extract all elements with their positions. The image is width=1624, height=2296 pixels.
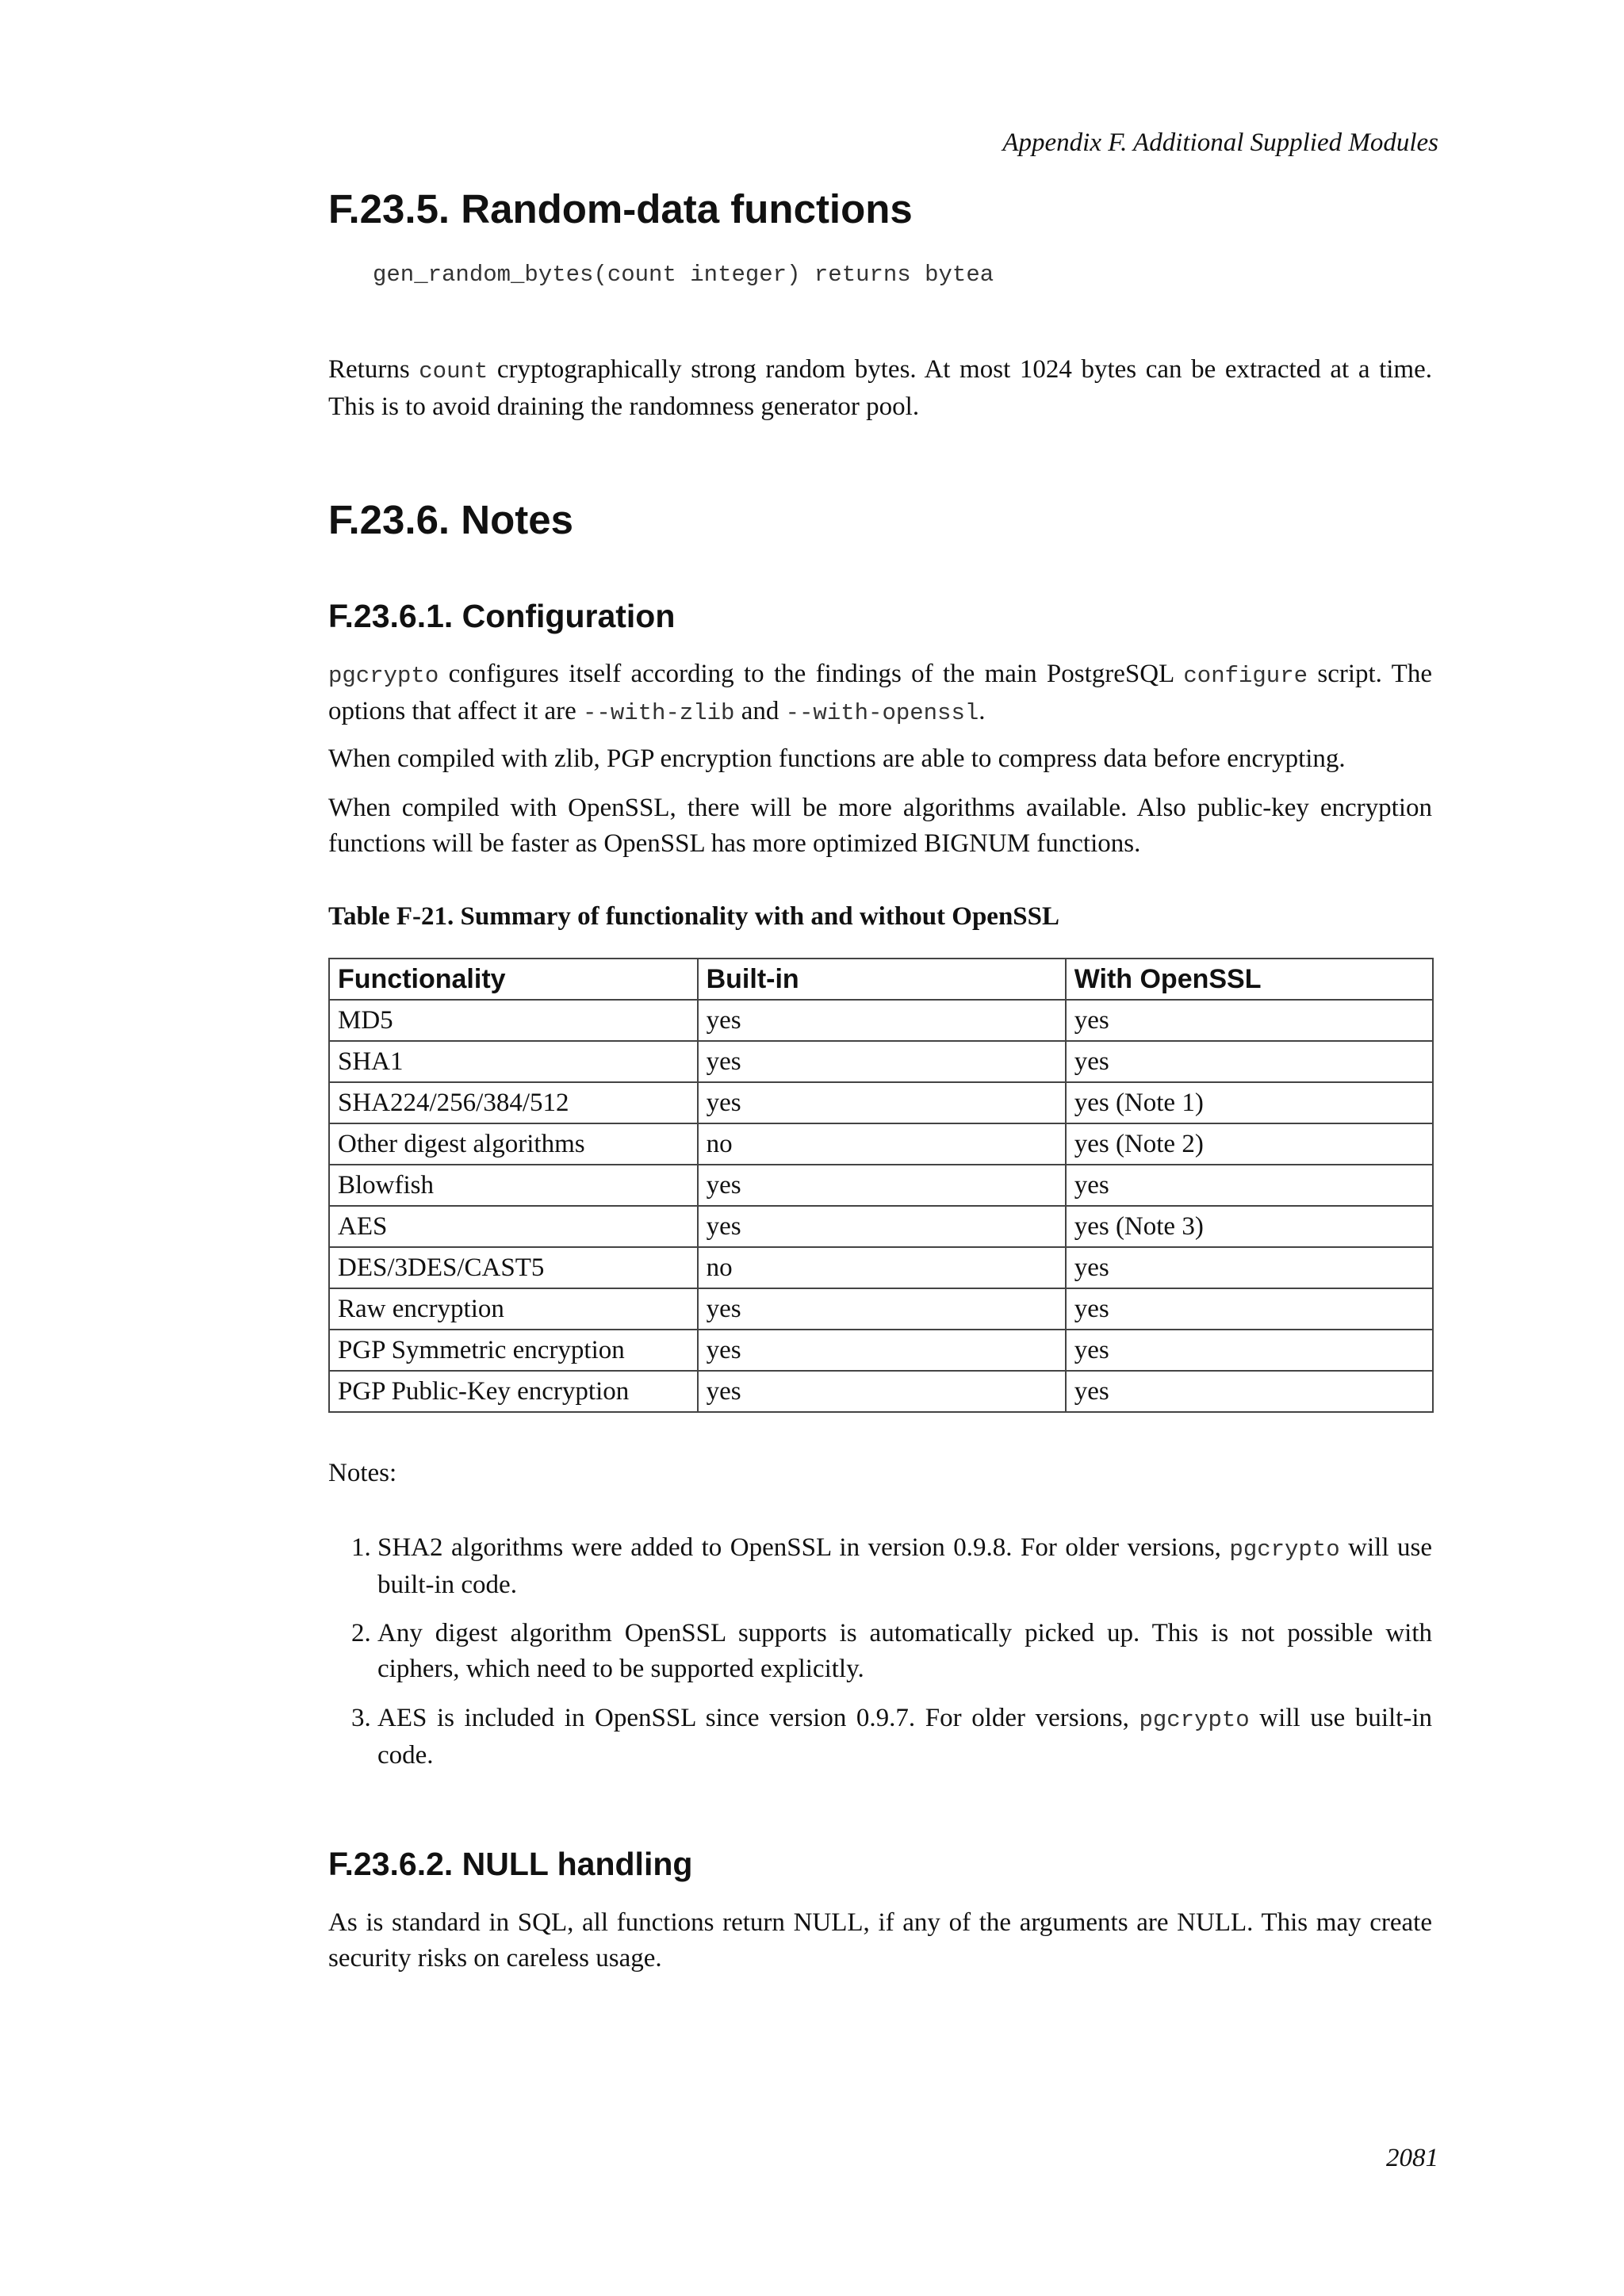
- text-run: Any digest algorithm OpenSSL supports is automatically picked up. This is not possible with ciphers, which need to be supported explicitly.: [377, 1619, 1432, 1683]
- table-cell: SHA224/256/384/512: [329, 1082, 698, 1123]
- text-run: and: [734, 697, 786, 725]
- table-cell: yes: [698, 1371, 1066, 1412]
- subsection-heading-null-handling: F.23.6.2. NULL handling: [328, 1846, 693, 1882]
- text-run: will use built-in code.: [377, 1533, 1432, 1599]
- table-cell: AES: [329, 1206, 698, 1247]
- text-run: script. The options that affect it are: [328, 660, 1432, 725]
- inline-code: pgcrypto: [1229, 1536, 1340, 1563]
- table-cell: Other digest algorithms: [329, 1123, 698, 1165]
- configuration-paragraph-3: When compiled with OpenSSL, there will be more algorithms available. Also public-key encryption functions will be faster as OpenSSL has more optimized BIGNUM functions.: [328, 794, 1432, 858]
- table-cell: MD5: [329, 1000, 698, 1041]
- table-cell: yes: [1066, 1165, 1433, 1206]
- table-cell: yes: [1066, 1000, 1433, 1041]
- table-cell: PGP Symmetric encryption: [329, 1330, 698, 1371]
- list-item: [377, 1701, 1432, 1774]
- text-run: configures itself according to the findings of the main PostgreSQL: [439, 660, 1184, 688]
- section-heading-notes: F.23.6. Notes: [328, 497, 573, 542]
- table-cell: yes (Note 1): [1066, 1082, 1433, 1123]
- table-row: [329, 1000, 1433, 1041]
- table-title: Table F-21. Summary of functionality with and without OpenSSL: [328, 902, 1060, 931]
- table-row: [329, 1371, 1433, 1412]
- table-cell: yes (Note 2): [1066, 1123, 1433, 1165]
- table-cell: no: [698, 1123, 1066, 1165]
- table-cell: yes: [1066, 1330, 1433, 1371]
- table-cell: yes (Note 3): [1066, 1206, 1433, 1247]
- section-heading-random-data: F.23.5. Random-data functions: [328, 186, 913, 232]
- list-item: [377, 1530, 1432, 1603]
- table-cell: yes: [1066, 1288, 1433, 1330]
- table-cell: SHA1: [329, 1041, 698, 1082]
- column-header: Built-in: [698, 959, 1066, 1000]
- table-cell: yes: [698, 1288, 1066, 1330]
- text-run: .: [979, 697, 986, 725]
- table-row: [329, 1288, 1433, 1330]
- table-row: [329, 1082, 1433, 1123]
- notes-list: [328, 1530, 1432, 1787]
- table-cell: DES/3DES/CAST5: [329, 1247, 698, 1288]
- notes-label: Notes:: [328, 1459, 397, 1487]
- table-cell: yes: [698, 1041, 1066, 1082]
- text-run: SHA2 algorithms were added to OpenSSL in version 0.9.8. For older versions,: [377, 1533, 1230, 1562]
- table-header-row: [329, 959, 1433, 1000]
- table-row: [329, 1247, 1433, 1288]
- page-number: 2081: [1386, 2144, 1438, 2172]
- table-row: [329, 1206, 1433, 1247]
- inline-code: pgcrypto: [328, 663, 439, 689]
- table-row: [329, 1123, 1433, 1165]
- table-cell: yes: [698, 1330, 1066, 1371]
- text-run: cryptographically strong random bytes. At most 1024 bytes can be extracted at a time. This is to avoid draining the randomness generator pool.: [328, 355, 1432, 421]
- configuration-paragraph-1: [328, 656, 1432, 731]
- text-run: AES is included in OpenSSL since version 0.9.7. For older versions,: [377, 1704, 1139, 1732]
- text-run: will use built-in code.: [377, 1704, 1432, 1770]
- table-cell: yes: [698, 1206, 1066, 1247]
- configuration-paragraph-2: When compiled with zlib, PGP encryption functions are able to compress data before encrypting.: [328, 744, 1346, 773]
- subsection-heading-configuration: F.23.6.1. Configuration: [328, 598, 676, 634]
- inline-code: --with-zlib: [583, 700, 735, 726]
- column-header: With OpenSSL: [1066, 959, 1433, 1000]
- null-handling-paragraph: As is standard in SQL, all functions return NULL, if any of the arguments are NULL. This may create security risks on careless usage.: [328, 1908, 1432, 1973]
- inline-code: configure: [1183, 663, 1308, 689]
- table-cell: yes: [1066, 1041, 1433, 1082]
- table-cell: yes: [698, 1000, 1066, 1041]
- running-header: Appendix F. Additional Supplied Modules: [1002, 128, 1438, 157]
- inline-code: count: [419, 358, 488, 385]
- table-cell: PGP Public-Key encryption: [329, 1371, 698, 1412]
- inline-code: --with-openssl: [785, 700, 979, 726]
- table-row: [329, 1041, 1433, 1082]
- table-cell: yes: [698, 1165, 1066, 1206]
- function-synopsis: gen_random_bytes(count integer) returns bytea: [373, 262, 994, 288]
- inline-code: pgcrypto: [1139, 1707, 1250, 1733]
- table-cell: yes: [698, 1082, 1066, 1123]
- list-item: [377, 1616, 1432, 1687]
- table-cell: Raw encryption: [329, 1288, 698, 1330]
- functionality-table: [328, 958, 1434, 1413]
- column-header: Functionality: [329, 959, 698, 1000]
- text-run: Returns: [328, 355, 419, 384]
- table-cell: yes: [1066, 1247, 1433, 1288]
- table-cell: Blowfish: [329, 1165, 698, 1206]
- table-row: [329, 1165, 1433, 1206]
- random-bytes-description: [328, 352, 1432, 425]
- table-cell: no: [698, 1247, 1066, 1288]
- table-cell: yes: [1066, 1371, 1433, 1412]
- table-row: [329, 1330, 1433, 1371]
